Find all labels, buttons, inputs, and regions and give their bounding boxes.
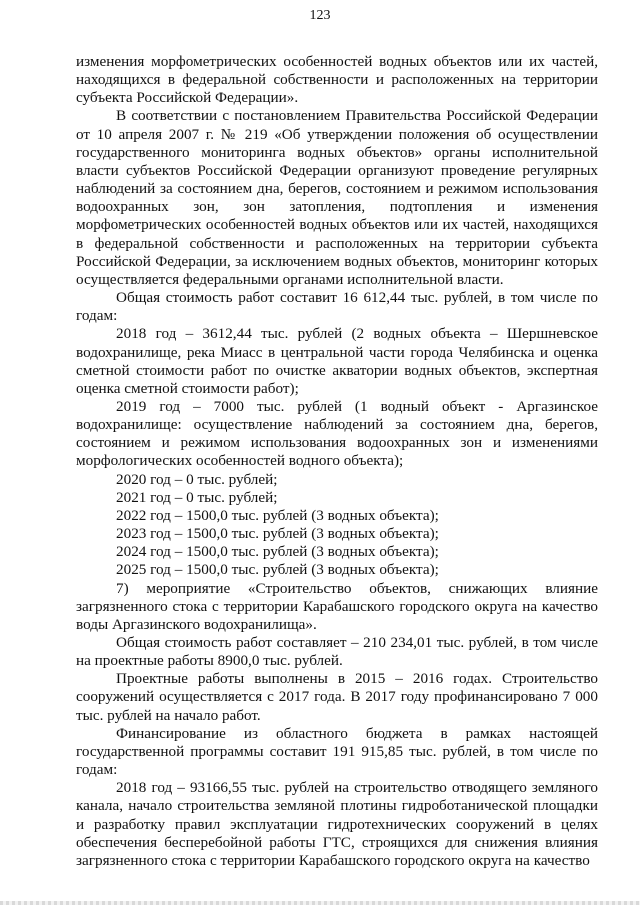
- paragraph: 2023 год – 1500,0 тыс. рублей (3 водных объекта);: [116, 525, 439, 543]
- paragraph: 2021 год – 0 тыс. рублей;: [116, 488, 278, 506]
- paragraph: 2018 год – 93166,55 тыс. рублей на строительство отводящего земляного канала, начало строительства земляной плотины гидроботанической площадки и разработку правил эксплуатации гидротехнических сооружений в целях обеспечения бесперебойной работы ГТС, строящихся для снижения влияния загрязненного стока с территории Карабашского городского округа на качество: [76, 779, 598, 869]
- paragraph: 2019 год – 7000 тыс. рублей (1 водный объект - Аргазинское водохранилище: осуществление наблюдений за состоянием дна, берегов, состоянием и режимом использования водоохранных зон и изменениями морфологических особенностей водного объекта);: [76, 397, 598, 470]
- paragraph: 2025 год – 1500,0 тыс. рублей (3 водных объекта);: [116, 561, 439, 579]
- paragraph: 2024 год – 1500,0 тыс. рублей (3 водных объекта);: [116, 543, 439, 561]
- paragraph: Проектные работы выполнены в 2015 – 2016 годах. Строительство сооружений осуществляется с 2017 года. В 2017 году профинансировано 7 000 тыс. рублей на начало работ.: [76, 670, 598, 724]
- paragraph: 2022 год – 1500,0 тыс. рублей (3 водных объекта);: [116, 506, 439, 524]
- paragraph: 2018 год – 3612,44 тыс. рублей (2 водных объекта – Шершневское водохранилище, река Миасс в центральной части города Челябинска и оценка сметной стоимости работ по очистке акватории водных объектов, экспертная оценка сметной стоимости работ);: [76, 325, 598, 397]
- document-body: [76, 53, 598, 870]
- paragraph: Общая стоимость работ составит 16 612,44 тыс. рублей, в том числе по годам:: [76, 289, 598, 325]
- paragraph: изменения морфометрических особенностей водных объектов или их частей, находящихся в федеральной собственности и расположенных на территории субъекта Российской Федерации».: [76, 53, 598, 107]
- paragraph: В соответствии с постановлением Правительства Российской Федерации от 10 апреля 2007 г. № 219 «Об утверждении положения об осуществлении государственного мониторинга водных объектов» органы исполнительной власти субъектов Российской Федерации организуют проведение регулярных наблюдений за состоянием дна, берегов, состоянием и режимом использования водоохранных зон, зон затопления, подтопления и изменения морфометрических особенностей водных объектов или их частей, находящихся в федеральной собственности и расположенных на территории субъекта Российской Федерации, за исключением водных объектов, мониторинг которых осуществляется федеральными органами исполнительной власти.: [76, 107, 598, 288]
- scan-edge-artifact: [0, 901, 640, 905]
- paragraph: Финансирование из областного бюджета в рамках настоящей государственной программы составит 191 915,85 тыс. рублей, в том числе по годам:: [76, 724, 598, 779]
- page-number: 123: [309, 8, 331, 23]
- paragraph: 2020 год – 0 тыс. рублей;: [116, 470, 278, 488]
- paragraph: Общая стоимость работ составляет – 210 234,01 тыс. рублей, в том числе на проектные работы 8900,0 тыс. рублей.: [76, 634, 598, 670]
- paragraph: 7) мероприятие «Строительство объектов, снижающих влияние загрязненного стока с территории Карабашского городского округа на качество воды Аргазинского водохранилища».: [76, 579, 598, 633]
